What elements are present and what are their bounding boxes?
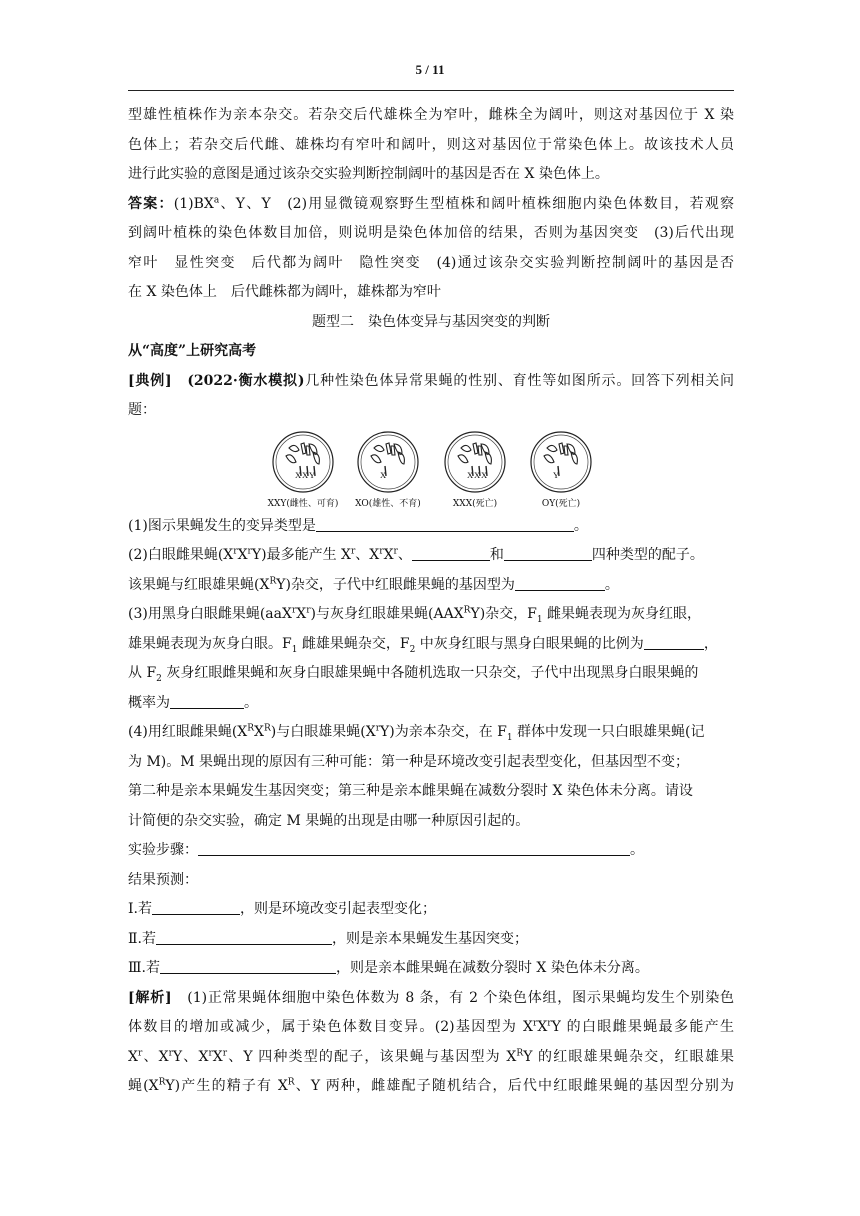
answer-blank[interactable] <box>152 898 240 915</box>
chromosome <box>544 454 554 462</box>
chromosome <box>371 454 381 462</box>
question-1: (1)图示果蝇发生的变异类型是 。 <box>128 512 734 542</box>
prediction-3: Ⅲ.若 ，则是亲本雌果蝇在减数分裂时 X 染色体未分离。 <box>128 954 734 984</box>
chromosome <box>461 445 471 451</box>
answer-blank[interactable] <box>412 544 490 561</box>
sex-chromosome-label: Y <box>553 469 560 480</box>
cell-caption: XO(雄性、不育) <box>355 498 421 509</box>
answer-blank[interactable] <box>515 574 605 591</box>
question-4-cont: 计简便的杂交实验，确定 M 果蝇的出现是由哪一种原因引起的。 <box>128 812 530 829</box>
chromosome <box>306 446 310 455</box>
chromosome-figure <box>128 426 734 512</box>
answer-blank[interactable] <box>316 515 574 532</box>
result-prediction-label: 结果预测： <box>128 871 198 888</box>
question-3: (3)用黑身白眼雌果蝇$(aaX^rX^r)$与灰身红眼雄果蝇$(AAX^RY)$杂交，$F_1$ 雌果蝇表现为灰身红眼， <box>128 605 702 625</box>
chromosome <box>386 443 391 454</box>
cell-diagram <box>445 432 505 509</box>
question-3-cont: 雄果蝇表现为灰身白眼。$F_1$ 雌雄果蝇杂交，$F_2$ 中灰身红眼与黑身白眼果蝇的比例为 ， <box>128 630 734 660</box>
answer-label: 答案： <box>128 195 174 212</box>
chromosome <box>301 443 306 454</box>
question-4-cont: 第二种是亲本果蝇发生基因突变；第三种是亲本雌果蝇在减数分裂时 X 染色体未分离。请设 <box>128 783 693 799</box>
sex-chromosome-label: X <box>380 469 387 480</box>
chromosome <box>473 443 478 454</box>
chromosome <box>559 443 564 454</box>
page-number: 5 / 11 <box>415 62 445 77</box>
answer-blank[interactable] <box>198 839 630 856</box>
answer-blank[interactable] <box>504 544 592 561</box>
question-2: (2)白眼雌果蝇$(X^rX^rY)$最多能产生 $X^r$、$X^rX^r$、 和 四种类型的配子。 <box>128 541 734 571</box>
chromosome <box>547 445 557 451</box>
section-subtitle: 从“高度”上研究高考 <box>128 343 257 359</box>
cell-diagram <box>531 432 591 509</box>
question-4-cont: 为 M)。M 果蝇出现的原因有三种可能：第一种是环境改变引起表型变化，但基因型不变； <box>128 753 690 770</box>
sex-chromosome-label: X <box>474 469 481 480</box>
prev-solution-line: 型雄性植株作为亲本杂交。若杂交后代雄株全为窄叶，雌株全为阔叶，则这对基因位于 X 染 <box>128 107 734 123</box>
answer-blank[interactable] <box>156 928 332 945</box>
experiment-steps: 实验步骤： 。 <box>128 836 734 866</box>
analysis-line: [解析] (1)正常果蝇体细胞中染色体数为 8 条，有 2 个染色体组，图示果蝇均发生个别染色 <box>128 989 735 1006</box>
chromosome <box>374 445 384 451</box>
example-tag: [典例] <box>128 372 172 389</box>
example-stem: [典例] (2022·衡水模拟)几种性染色体异常果蝇的性别、育性等如图所示。回答下列相关问 <box>128 372 735 389</box>
answer-line: 答案：$(1)BX^a$、Y、Y (2)用显微镜观察野生型植株和阔叶植株细胞内染色体数目，若观察 <box>128 194 734 212</box>
cell-caption: OY(死亡) <box>541 498 581 509</box>
question-3-cont: 概率为 。 <box>128 689 734 719</box>
chromosome <box>564 446 568 455</box>
prev-solution-line: 色体上；若杂交后代雌、雄株均有窄叶和阔叶，则这对基因位于常染色体上。故该技术人员 <box>128 136 734 153</box>
answer-blank[interactable] <box>170 692 244 709</box>
sex-chromosome-label: X <box>295 469 302 480</box>
chromosome <box>286 454 296 462</box>
chromosome <box>391 446 395 455</box>
sex-chromosome-label: X <box>481 469 488 480</box>
cell-caption: XXY(雌性、可育) <box>267 498 339 509</box>
cell-caption: XXX(死亡) <box>452 498 498 509</box>
answer-line: 在 X 染色体上 后代雌株都为阔叶，雄株都为窄叶 <box>128 284 441 300</box>
prediction-1: Ⅰ.若 ，则是环境改变引起表型变化； <box>128 895 734 925</box>
chromosome-figure-svg <box>128 426 734 512</box>
cell-diagram <box>268 432 339 509</box>
analysis-line: 蝇$(X^RY)$产生的精子有 $X^R$、Y 两种，雌雄配子随机结合，后代中红眼雌果蝇的基因型分别为 <box>128 1077 734 1094</box>
prev-solution-line: 进行此实验的意图是通过该杂交实验判断控制阔叶的基因是否在 X 染色体上。 <box>128 166 609 182</box>
analysis-line: 体数目的增加或减少，属于染色体数目变异。(2)基因型为 $X^rX^rY$ 的白眼雌果蝇最多能产生 <box>128 1018 734 1035</box>
answer-line: 到阔叶植株的染色体数目加倍，则说明是染色体加倍的结果，否则为基因突变 (3)后代出现 <box>128 225 734 241</box>
sex-chromosome-label: X <box>302 469 309 480</box>
question-3-cont: 从 $F_2$ 灰身红眼雌果蝇和灰身白眼雄果蝇中各随机选取一只杂交，子代中出现黑身白眼果蝇的 <box>128 665 699 684</box>
header-rule <box>128 90 734 91</box>
page-body <box>128 101 734 1102</box>
analysis-line: $X^r$、$X^rY$、$X^rX^r$、Y 四种类型的配子，该果蝇与基因型为 $X^RY$ 的红眼雄果蝇杂交，红眼雄果 <box>128 1047 734 1065</box>
example-stem-cont: 题： <box>128 402 156 418</box>
chromosome <box>478 446 482 455</box>
chromosome <box>458 454 468 462</box>
question-2-cont: 该果蝇与红眼雄果蝇$(X^RY)$杂交，子代中红眼雌果蝇的基因型为 。 <box>128 571 734 601</box>
sex-chromosome-label: X <box>467 469 474 480</box>
analysis-label: [解析] <box>128 989 172 1006</box>
question-4: (4)用红眼雌果蝇$(X^RX^R)$与白眼雄果蝇$(X^rY)$为亲本杂交，在 $F_1$ 群体中发现一只白眼雄果蝇(记 <box>128 723 705 743</box>
answer-line: 窄叶 显性突变 后代都为阔叶 隐性突变 (4)通过该杂交实验判断控制阔叶的基因是否 <box>128 254 734 271</box>
chromosome <box>289 445 299 451</box>
example-source: (2022·衡水模拟) <box>187 372 305 389</box>
answer-blank[interactable] <box>160 957 336 974</box>
prediction-2: Ⅱ.若 ，则是亲本果蝇发生基因突变； <box>128 925 734 955</box>
sex-chromosome-label: Y <box>309 469 316 480</box>
cell-diagram <box>355 432 421 509</box>
answer-blank[interactable] <box>644 633 704 650</box>
section-title: 题型二 染色体变异与基因突变的判断 <box>312 313 550 330</box>
